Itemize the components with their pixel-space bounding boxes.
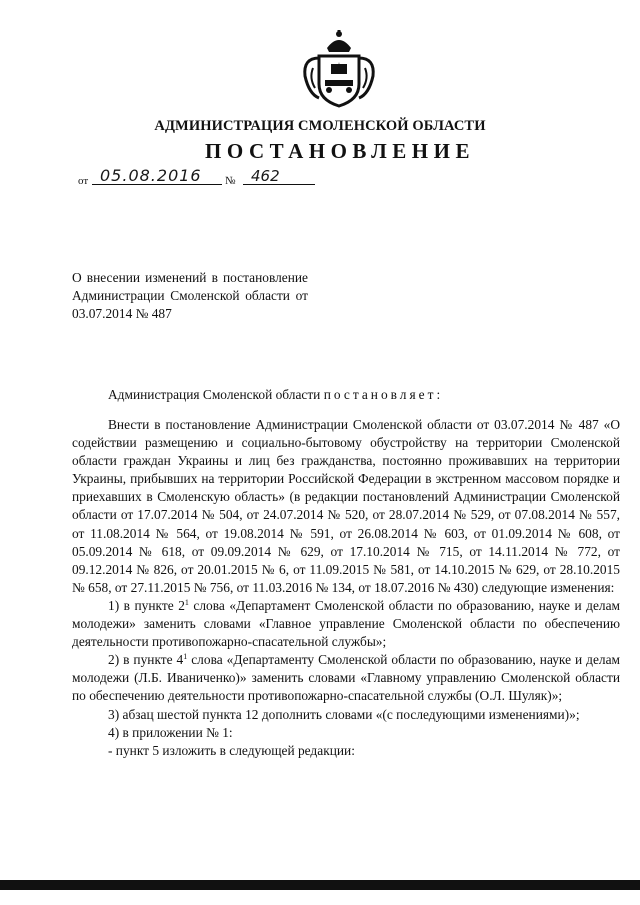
body-item-1 <box>72 597 620 651</box>
date-number-line <box>78 168 338 190</box>
document-subject: О внесении изменений в постановление Администрации Смоленской области от 03.07.2014 № 487 <box>72 270 308 322</box>
organization-title: АДМИНИСТРАЦИЯ СМОЛЕНСКОЙ ОБЛАСТИ <box>154 118 486 134</box>
decree-keyword: постановляет: <box>323 387 444 402</box>
item-1-superscript: 1 <box>184 597 189 607</box>
document-date: 05.08.2016 <box>92 168 222 185</box>
body-item-3: 3) абзац шестой пункта 12 дополнить словами «(с последующими изменениями)»; <box>108 706 580 722</box>
item-2-start: 2) в пункте 4 <box>108 652 184 668</box>
document-type-title: ПОСТАНОВЛЕНИЕ <box>205 139 475 163</box>
body-item-2 <box>72 651 620 705</box>
item-2-superscript: 1 <box>183 652 188 662</box>
number-sign: № <box>225 175 236 187</box>
item-1-rest: слова «Департамент Смоленской области по образованию, науке и делам молодежи» заменить словами «Главное управление Смоленской области по обеспечению деятельности противопожарно-спасательной службы»; <box>72 597 620 650</box>
body-intro-paragraph: Внести в постановление Администрации Смоленской области от 03.07.2014 № 487 «О содействии размещению и социально-бытовому обустройству на территории Смоленской области граждан Украины и лиц без гражданства, постоянно проживавших на территории Украины, прибывших на территории Российской Федерации в экстренном массовом порядке и приехавших в Смоленскую область» (в редакции постановлений Администрации Смоленской области от 17.07.2014 № 504, от 24.07.2014 № 520, от 28.07.2014 № 529, от 07.08.2014 № 557, от 11.08.2014 № 564, от 19.08.2014 № 591, от 26.08.2014 № 603, от 01.09.2014 № 608, от 05.09.2014 № 618, от 09.09.2014 № 629, от 17.10.2014 № 715, от 14.11.2014 № 772, от 09.12.2014 № 826, от 20.01.2015 № 6, от 11.09.2015 № 581, от 14.10.2015 № 629, от 28.10.2015 № 658, от 27.11.2015 № 756, от 11.03.2016 № 134, от 18.07.2016 № 430) следующие изменения: <box>72 417 620 595</box>
date-prefix: от <box>78 175 89 187</box>
page-bottom-bar <box>0 880 640 890</box>
item-2-rest: слова «Департаменту Смоленской области по образованию, науке и делам молодежи (Л.Б. Иваниченко)» заменить словами «Главному управлению Смоленской области по обеспечению деятельности противопожарно-спасательной службы (О.Л. Шуляк)»; <box>72 652 620 704</box>
document-body <box>72 416 620 760</box>
body-item-4-subitem: - пункт 5 изложить в следующей редакции: <box>108 742 355 758</box>
decree-line <box>108 386 443 404</box>
coat-of-arms-icon <box>299 28 379 110</box>
item-1-start: 1) в пункте 2 <box>108 597 185 613</box>
decree-lead: Администрация Смоленской области <box>108 387 324 402</box>
body-item-4: 4) в приложении № 1: <box>108 724 233 740</box>
document-number: 462 <box>243 168 315 185</box>
